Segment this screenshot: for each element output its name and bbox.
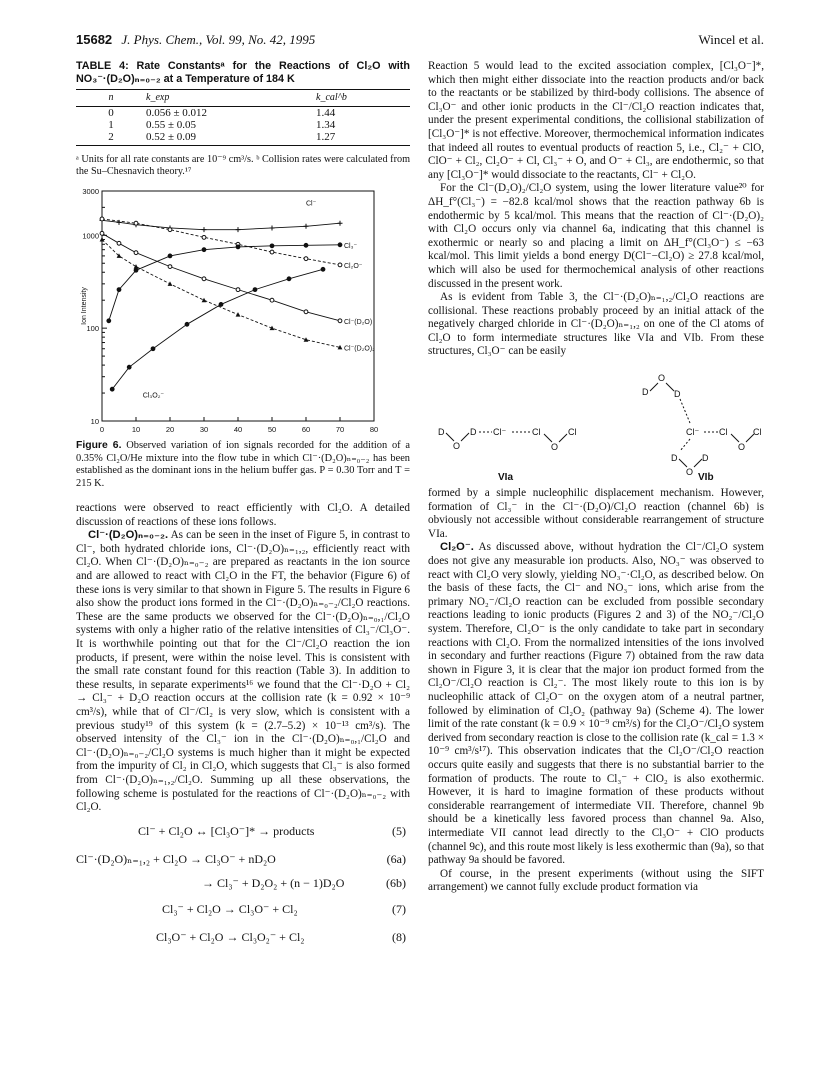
equation-5 [76,825,410,843]
data-point [168,282,173,287]
atom-label: O [738,442,746,453]
data-point [127,366,131,370]
data-point [304,257,308,261]
data-point [168,254,172,258]
data-point [202,298,207,303]
figure-caption-text: Observed variation of ion signals recorded for the addition of a 0.35% Cl₂O/He mixture into the flow tube in which Cl⁻·(D₂O)ₙ₌₀₋₂ has been established as the dominant ions in the helium buffer gas. P = 0.30 Torr and T = 215 K. [76,440,410,489]
equation-6b [76,877,410,895]
cell-n: 1 [108,118,114,131]
y-axis-label: Ion Intensity [81,287,88,326]
paragraph [428,541,764,867]
cell-kexp: 0.55 ± 0.05 [146,118,197,131]
atom-label: D [642,387,649,398]
data-point [110,388,114,392]
table-row [76,106,410,119]
table-caption: TABLE 4: Rate Constantsᵃ for the Reactions of Cl₂O with NO₃⁻·(D₂O)ₙ₌₀₋₂ at a Temperature of 184 K [76,60,410,85]
atom-label: Cl⁻ [686,427,700,438]
y-tick-label: 100 [86,324,99,334]
series-line [102,240,340,348]
cell-kcal: 1.27 [316,131,410,146]
equation-6a [76,853,410,871]
bond [694,459,702,467]
figure-caption [76,440,410,490]
series-line [112,270,323,390]
equation-number: (7) [392,901,406,916]
paragraph [76,529,410,814]
figure-label: Figure 6. [76,440,122,452]
running-authors: Wincel et al. [698,32,764,47]
atom-label: D [470,427,477,438]
paragraph-text: As can be seen in the inset of Figure 5, in contrast to Cl⁻, both hydrated chloride ions, Cl⁻·(D₂O)ₙ₌₁,₂, efficiently react with Cl₂O. When Cl⁻·(D₂O)ₙ₌₀₋₂ are prepared as reactants in the ion source and are allowed to react with Cl₂O in the FT, the behavior (Figure 6) of these ions is very similar to that shown in Figure 5. The results in Figure 6 also show the product ions formed in the Cl⁻·(D₂O)ₙ₌₀₋₂/Cl₂O reactions. These are the same products we observed for the Cl⁻·(D₂O)ₙ₌₀,₁/Cl₂O systems with only a higher ratio of the relative intensities of Cl₃⁻/Cl₃O⁻. It is worthwhile pointing out that for the Cl⁻/Cl₂O reaction the ion products, if present, were within the noise level. This is consistent with the small rate constant found for this reaction (Table 3). In addition to these results, in separate experiments¹⁶ we found that the Cl⁻·D₂O + Cl₂ → Cl₃⁻ + D₂O reaction occurs at the collision rate (k = 0.92 × 10⁻⁹ cm³/s), while that of Cl⁻/Cl₂ is very slow, which is consistent with a previous study¹⁹ of this system (k = (2.7–5.2) × 10⁻¹³ cm³/s). The observed intensity of the Cl₃⁻ ion in the Cl⁻·(D₂O)ₙ₌₀,₁/Cl₂O and Cl⁻·(D₂O)ₙ₌₀₋₂/Cl₂O systems is much higher than it might be expected from the impurity of Cl₂ in Cl₂O, which suggests that Cl₃⁻ is also formed from Cl⁻·(D₂O)ₙ₌₁,₂/Cl₂O. Summing up all these observations, the following scheme is postulated for the reactions of Cl⁻·(D₂O)ₙ₌₀₋₂ with Cl₂O. [76,529,410,814]
ion-intensity-chart [76,186,410,438]
equation-number: (5) [392,823,406,838]
structure-label: VIa [498,472,514,484]
left-column [76,60,410,949]
col-header-kcal: k_cal^b [316,90,410,107]
data-point [321,268,325,272]
x-tick-label: 50 [267,425,277,435]
atom-label: Cl⁻ [493,427,507,438]
data-point [236,245,240,249]
series-label: Cl₃O₂⁻ [142,392,165,400]
paragraph: Reaction 5 would lead to the excited association complex, [Cl₃O⁻]*, which then might either dissociate into the reaction products and/or back to the reactants or be stabilized by third-body collisions. The absence of Cl₃O⁻ and other ionic products in the Cl⁻/Cl₂O reaction indicates that, under the present experimental conditions, the collisional stabilization of [Cl₃O⁻]* is not effective. Moreover, thermochemical information indicates that indeed all routes to eventual products of reaction 5, i.e., Cl₂⁻ + ClO, ClO⁻ + Cl₂, Cl₂O⁻ + Cl, Cl₃⁻ + O, and O⁻ + Cl₃, are endothermic, so that any [Cl₃O⁻]* would dissociate to the reactants, Cl⁻ + Cl₂O. [428,60,764,181]
data-point [304,244,308,248]
data-point [304,310,308,314]
data-point [338,263,342,267]
series-label: Cl⁻ [306,200,317,208]
x-tick-label: 60 [301,425,311,435]
bond [461,433,469,441]
x-tick-label: 30 [199,425,209,435]
bond [544,434,552,442]
paragraph: For the Cl⁻(D₂O)₂/Cl₂O system, using the lower literature value²⁰ for ΔH_f°(Cl₃⁻) = −82.8 kcal/mol shows that the reaction pathway 6b is endothermic by 5 kcal/mol. This means that the reaction of Cl⁻·(D₂O)₂ with Cl₂O occurs only via channel 6a, indicating that this channel is exothermic or nearly so and placing a limit on ΔH_f°(Cl₃O⁻) ≤ −63 kcal/mol. This limit yields a bond energy D(Cl⁻−Cl₂O) ≥ 27.8 kcal/mol, which will also be used for thermochemical analysis of other reactions discussed in the present work. [428,182,764,290]
equation-8 [76,931,410,949]
atom-label: D [671,453,678,464]
data-point [236,288,240,292]
col-header-kexp: k_exp [146,90,316,107]
intermediate-structures [428,365,764,483]
bond [446,433,454,441]
atom-label: O [686,467,694,478]
data-point [236,312,241,317]
col-header-n: n [76,90,146,107]
section-heading: Cl₂O⁻. [440,541,474,554]
atom-label: Cl [753,427,762,438]
right-column [428,60,764,895]
data-point [338,319,342,323]
equation-number: (6a) [386,851,406,866]
data-point [202,228,207,233]
data-point [117,242,121,246]
data-point [219,303,223,307]
y-tick-label: 1000 [82,231,99,241]
table-footnote: ᵃ Units for all rate constants are 10⁻⁹ cm³/s. ᵇ Collision rates were calculated from the Su–Chesnavich theory.¹⁷ [76,153,410,177]
data-point [168,228,172,232]
atom-label: O [551,442,559,453]
data-point [202,248,206,252]
page-number: 15682 [76,32,113,47]
equation-text: Cl⁻ + Cl₂O ↔ [Cl₃O⁻]* → products [138,823,315,838]
data-point [107,319,111,323]
cell-kcal: 1.44 [316,106,336,119]
equation-text: Cl₃O⁻ + Cl₂O → Cl₃O₂⁻ + Cl₂ [156,929,305,944]
data-point [151,347,155,351]
data-point [270,244,274,248]
x-tick-label: 70 [335,425,345,435]
h-bond [680,439,690,451]
structure-VIa [438,427,577,452]
data-point [202,277,206,281]
equation-number: (8) [392,929,406,944]
table-row [76,131,410,146]
data-point [270,226,275,231]
bond [559,434,567,442]
atom-label: O [658,373,666,384]
paragraph: formed by a simple nucleophilic displacement mechanism. However, formation of Cl₃⁻ in the Cl⁻·(D₂O)/Cl₂O reaction (channel 6b) is obviously not accessible without considerable rearrangement of structure VIa. [428,487,764,540]
bond [731,434,739,442]
y-tick-label: 10 [90,417,99,427]
equation-7 [76,903,410,921]
atom-label: Cl [568,427,577,438]
bond [679,459,687,467]
data-point [253,288,257,292]
data-point [134,222,138,226]
data-point [100,217,104,221]
paragraph: reactions were observed to react efficiently with Cl₂O. A detailed discussion of reactions of these ions follows. [76,502,410,528]
cell-kexp: 0.52 ± 0.09 [146,131,316,146]
structure-VIb [642,373,762,477]
data-point [185,323,189,327]
data-point [134,269,138,273]
x-tick-label: 0 [99,425,105,435]
data-point [117,288,121,292]
paragraph: As is evident from Table 3, the Cl⁻·(D₂O)ₙ₌₁,₂/Cl₂O reactions are collisional. These reactions probably proceed by an initial attack of the negatively charged chloride in Cl⁻·(D₂O)ₙ₌₁,₂ on one of the Cl atoms of Cl₂O to form intermediate structures like VIa and VIb. From these structures, Cl₃O⁻ can be easily [428,291,764,358]
paragraph: Of course, in the present experiments (without using the SIFT arrangement) we cannot fully exclude product formation via [428,867,764,894]
table-row [76,119,410,131]
atom-label: Cl [719,427,728,438]
x-tick-label: 80 [369,425,379,435]
atom-label: D [702,453,709,464]
data-point [338,221,343,226]
rate-constant-table [76,89,410,146]
x-tick-label: 10 [131,425,141,435]
atom-label: Cl [532,427,541,438]
series-label: Cl₂O⁻ [344,263,363,271]
x-tick-label: 40 [233,425,243,435]
y-tick-label: 3000 [82,187,99,197]
series-label: Cl⁻(D₂O)₂ [344,345,375,353]
data-point [134,251,138,255]
cell-kcal: 1.34 [316,118,336,131]
data-point [287,277,291,281]
series-label: Cl₃⁻ [344,243,358,251]
data-point [100,232,104,236]
cell-n: 0 [108,106,114,119]
equation-text: Cl₃⁻ + Cl₂O → Cl₃O⁻ + Cl₂ [162,901,298,916]
data-point [236,228,241,233]
bond [666,383,674,391]
page-header [76,32,764,50]
data-point [270,299,274,303]
data-point [202,236,206,240]
equation-text: → Cl₃⁻ + D₂O₂ + (n − 1)D₂O [202,875,345,890]
data-point [304,224,309,229]
section-heading: Cl⁻·(D₂O)ₙ₌₀₋₂. [88,529,169,542]
atom-label: D [674,389,681,400]
bond [650,383,658,391]
equation-text: Cl⁻·(D₂O)ₙ₌₁,₂ + Cl₂O → Cl₃O⁻ + nD₂O [76,851,276,866]
data-point [338,243,342,247]
cell-kexp: 0.056 ± 0.012 [146,106,208,119]
atom-label: O [453,441,461,452]
journal-citation: J. Phys. Chem., Vol. 99, No. 42, 1995 [121,32,316,47]
equation-number: (6b) [386,875,406,890]
data-point [168,265,172,269]
x-tick-label: 20 [165,425,175,435]
paragraph-text: As discussed above, without hydration the Cl⁻/Cl₂O system does not give any measurable ion products. Also, NO₃⁻ was observed to react with Cl₂O very slowly, yielding NO₃⁻·Cl₂O, as described below. On the basis of these facts, the Cl⁻ and NO₃⁻ ions, which arise from the primary NO₂⁻/Cl₂O reaction can be excluded from possible secondary reactions leading to ionic products (Figures 2 and 3) of the NO₂⁻/Cl₂O system. Therefore, Cl₂O⁻ is the only candidate to take part in secondary reactions with Cl₂O. From the normalized intensities of the ions involved in secondary and further reactions (Figure 7) obtained from the raw data shown in Figure 3, it is clear that the major ion product formed from the Cl₂O⁻/Cl₂O reaction is Cl₂⁻. The most likely route to this ion is by nucleophilic attack of Cl₂O⁻ on the oxygen atom of a neutral partner, followed by elimination of Cl₂O₂ (pathway 9a) (Scheme 4). The lower limit of the rate constant (k = 0.9 × 10⁻⁹ cm³/s) for the Cl₂O⁻/Cl₂O system derived from secondary reaction is close to the collision rate (k_cal = 1.3 × 10⁻⁹ cm³/s¹⁷). This observation indicates that the Cl₂O⁻/Cl₂O reaction occurs quite easily and suggests that there is no substantial barrier to the formation of products. The route to Cl₃⁻ + ClO₂ is also exothermic. However, it is hard to imagine formation of these products without considerable rearrangement of intermediate VII. Therefore, channel 9b should be a kinetically less favored process than channel 9a. Also, intermediate VII cannot lead directly to the Cl₃O⁻ + ClO products (channel 9c), and this route most likely is less exothermic than (9a), so that pathway 9a should be favored. [428,541,764,867]
data-point [134,265,139,270]
structure-label: VIb [698,472,714,484]
cell-n: 2 [76,131,146,146]
series-label: Cl⁻(D₂O) [344,319,373,327]
atom-label: D [438,427,445,438]
data-point [270,251,274,255]
h-bond [680,399,690,423]
figure-6 [76,186,410,438]
structure-drawings [428,365,764,483]
